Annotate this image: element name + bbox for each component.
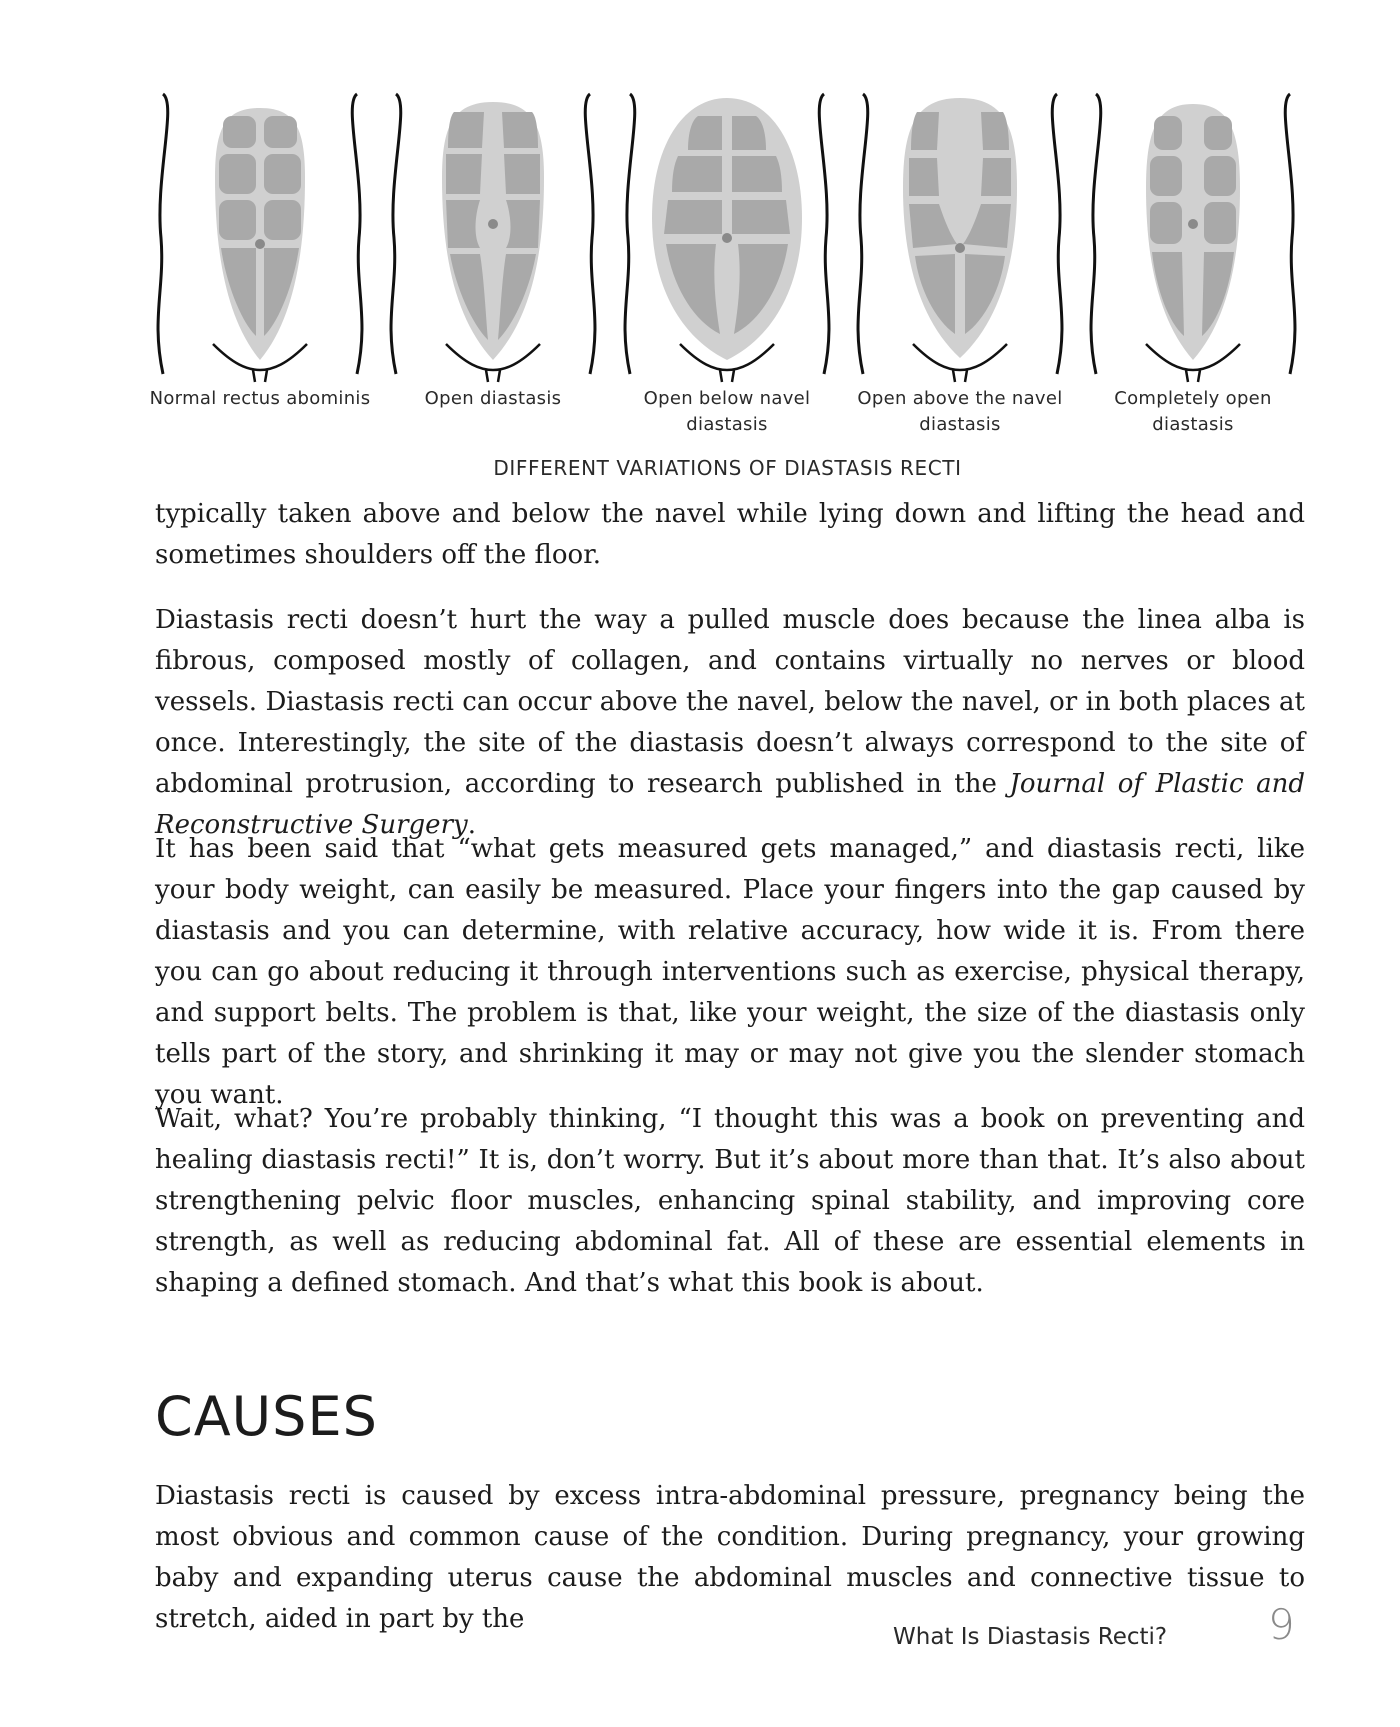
caption-line: Open below navel bbox=[643, 388, 811, 409]
figure-title: DIFFERENT VARIATIONS OF DIASTASIS RECTI bbox=[493, 456, 962, 480]
torso-complete-illustration bbox=[1088, 88, 1298, 388]
torso-normal-illustration bbox=[155, 88, 365, 388]
paragraph-1: typically taken above and below the navel while lying down and lifting the head and sometimes shoulders off the floor. bbox=[155, 499, 1305, 570]
caption-line: diastasis bbox=[919, 414, 1001, 435]
section-heading: CAUSES bbox=[155, 1385, 378, 1448]
caption-line: Open diastasis bbox=[424, 388, 562, 409]
panel-complete bbox=[1088, 88, 1298, 388]
running-head: What Is Diastasis Recti? bbox=[893, 1624, 1168, 1650]
diastasis-figure bbox=[149, 88, 1300, 435]
caption-open bbox=[373, 386, 613, 412]
caption-line: diastasis bbox=[686, 414, 768, 435]
torso-above-navel-illustration bbox=[855, 88, 1065, 388]
panel-below-navel bbox=[622, 88, 832, 388]
caption-line: Normal rectus abominis bbox=[149, 388, 371, 409]
page-number: 9 bbox=[1268, 1600, 1295, 1649]
caption-line: Completely open bbox=[1114, 388, 1272, 409]
panel-above-navel bbox=[855, 88, 1065, 388]
torso-below-navel-illustration bbox=[622, 88, 832, 388]
paragraph-4: Wait, what? You’re probably thinking, “I thought this was a book on preventing and healing diastasis recti!” It is, don’t worry. But it’s about more than that. It’s also about strengthening pelvic floor muscles, enhancing spinal stability, and improving core strength, as well as reducing abdominal fat. All of these are essential elements in shaping a defined stomach. And that’s what this book is about. bbox=[155, 1104, 1305, 1298]
caption-below-navel bbox=[607, 386, 847, 438]
section-paragraph-1: Diastasis recti is caused by excess intra-abdominal pressure, pregnancy being the most obvious and common cause of the condition. During pregnancy, your growing baby and expanding uterus cause the abdominal muscles and connective tissue to stretch, aided in part by the bbox=[155, 1481, 1305, 1634]
paragraph-2 bbox=[155, 600, 1305, 846]
panel-open bbox=[388, 88, 598, 388]
journal-title: Journal of Plastic and Reconstructive Surgery bbox=[155, 769, 1305, 840]
paragraph-3: It has been said that “what gets measured gets managed,” and diastasis recti, like your body weight, can easily be measured. Place your fingers into the gap caused by diastasis and you can determine, with relative accuracy, how wide it is. From there you can go about reducing it through interventions such as exercise, physical therapy, and support belts. The problem is that, like your weight, the size of the diastasis only tells part of the story, and shrinking it may or may not give you the slender stomach you want. bbox=[155, 834, 1305, 1110]
caption-line: Open above the navel bbox=[857, 388, 1063, 409]
torso-open-illustration bbox=[388, 88, 598, 388]
paragraph-2-text: Diastasis recti doesn’t hurt the way a pulled muscle does because the linea alba is fibrous, composed mostly of collagen, and contains virtually no nerves or blood vessels. Diastasis recti can occur above the navel, below the navel, or in both places at once. Interestingly, the site of the diastasis doesn’t always correspond to the site of abdominal protrusion, according to research published in the bbox=[155, 605, 1305, 799]
caption-complete bbox=[1073, 386, 1313, 438]
caption-above-navel bbox=[840, 386, 1080, 438]
panel-normal bbox=[155, 88, 365, 388]
caption-normal bbox=[140, 386, 380, 412]
paragraph-2-end: . bbox=[467, 810, 476, 840]
caption-line: diastasis bbox=[1152, 414, 1234, 435]
